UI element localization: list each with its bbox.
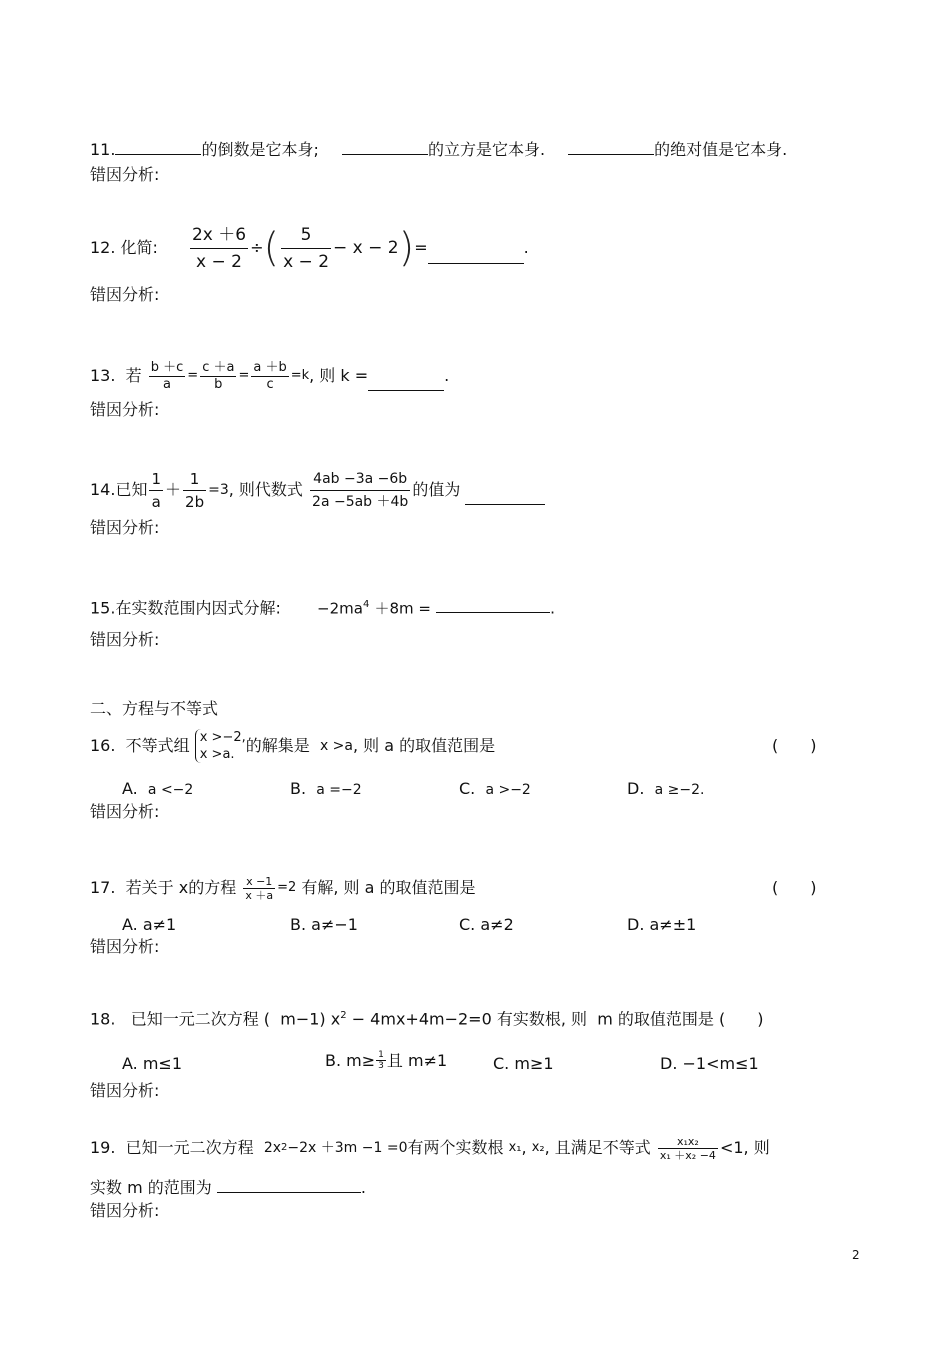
left-paren: ( — [263, 225, 280, 271]
option-b[interactable]: B. m≥ $\frac{1}{3}$ 且 m≠1 — [325, 1050, 448, 1071]
question-text: 有两个实数根 — [407, 1138, 504, 1157]
answer-blank[interactable] — [568, 140, 654, 155]
question-text: 化简: — [120, 238, 158, 257]
error-analysis-label: 错因分析: — [90, 165, 160, 184]
right-paren: ) — [398, 225, 415, 271]
fraction: $\frac{x -1}{x +a}$ — [245, 874, 274, 902]
punct: . — [523, 238, 529, 257]
question-text: 的方程 — [188, 878, 237, 897]
question-text: 的绝对值是它本身. — [654, 140, 788, 159]
question-number: 18. — [90, 1009, 116, 1029]
question-19 — [90, 1128, 770, 1168]
fraction: $\frac{4ab -3a -6b}{2a -5ab +4b}$ — [310, 468, 410, 513]
fraction: $\frac{1}{a}$ — [151, 469, 162, 511]
question-text: , 则代数式 — [228, 480, 303, 499]
question-19-line2 — [90, 1178, 366, 1198]
option-d[interactable]: D. a ≥−2. — [627, 779, 705, 798]
option-a[interactable]: A. m≤1 — [122, 1054, 183, 1073]
error-analysis-label: 错因分析: — [90, 802, 160, 821]
question-text: 若 — [125, 366, 142, 385]
question-text: 的解集是 — [245, 736, 310, 755]
root-x2: x₂ — [531, 1140, 545, 1155]
option-d[interactable]: D. −1<m≤1 — [660, 1054, 759, 1073]
expression: ＋8m = — [374, 599, 431, 618]
root-x1: x₁ — [508, 1140, 522, 1155]
fraction: $\frac{b +c}{a}$ — [150, 359, 184, 392]
question-number: 13. — [90, 366, 116, 385]
expression: m−1) — [280, 1009, 326, 1029]
option-a[interactable]: A. a≠1 — [122, 915, 177, 934]
variable: m — [597, 1009, 613, 1029]
question-number: 14. — [90, 480, 116, 499]
answer-blank[interactable] — [436, 598, 550, 613]
question-text: 有解, 则 a 的取值范围是 — [301, 878, 476, 897]
punct: . — [360, 1178, 366, 1197]
variable: x — [330, 1009, 341, 1029]
expression: −2ma — [317, 599, 363, 618]
answer-blank[interactable] — [368, 376, 444, 391]
question-13: 13. 若 $\frac{b +c}{a}$ = $\frac{c +a}{b}$ = $\frac{a +b}{c}$ =k , 则 k = . — [90, 359, 450, 392]
expression: 2x — [263, 1140, 282, 1156]
question-15 — [90, 595, 555, 618]
answer-blank[interactable] — [428, 249, 524, 264]
question-17 — [90, 868, 475, 908]
question-11 — [90, 140, 787, 160]
expression: − x − 2 — [333, 238, 399, 258]
question-text: 已知一元二次方程 ( — [130, 1009, 271, 1029]
expression: =2 — [277, 880, 297, 895]
operator: ÷ — [250, 238, 264, 257]
option-c[interactable]: C. a≠2 — [459, 915, 514, 934]
fraction: $\frac{c +a}{b}$ — [202, 359, 235, 392]
punct: , — [521, 1138, 527, 1157]
question-text: 的取值范围是 ( ) — [617, 1009, 764, 1029]
answer-blank[interactable] — [217, 1178, 361, 1193]
expression: =k — [290, 368, 310, 383]
error-analysis-label: 错因分析: — [90, 937, 160, 956]
question-text: , 且满足不等式 — [544, 1138, 651, 1157]
page-number: 2 — [852, 1248, 860, 1262]
question-number: 16. — [90, 736, 116, 755]
question-text: , 则 k = — [309, 366, 369, 385]
question-number: 19. — [90, 1138, 116, 1157]
fraction: $\frac{1}{3}$ — [378, 1050, 384, 1071]
answer-blank[interactable] — [115, 140, 201, 155]
answer-paren[interactable]: ( ) — [772, 878, 817, 897]
option-d[interactable]: D. a≠±1 — [627, 915, 697, 934]
question-text: 在实数范围内因式分解: — [115, 598, 281, 618]
punct: . — [550, 598, 556, 618]
answer-blank[interactable] — [465, 490, 545, 505]
punct: . — [444, 366, 450, 385]
fraction: $\frac{1}{2b}$ — [185, 469, 205, 511]
question-number: 12. — [90, 238, 116, 257]
error-analysis-label: 错因分析: — [90, 285, 160, 304]
question-number: 11. — [90, 140, 116, 159]
error-analysis-label: 错因分析: — [90, 630, 160, 649]
question-16 — [90, 724, 495, 768]
operator: = — [414, 238, 428, 257]
inequality-system: x >−2, x >a. — [195, 729, 246, 763]
question-text: − 4mx+4m−2=0 有实数根, 则 — [351, 1009, 588, 1029]
question-text: 已知 — [115, 480, 148, 499]
question-text: 的倒数是它本身; — [201, 140, 319, 159]
expression: −2x ＋3m −1 =0 — [287, 1140, 408, 1156]
expression: x >a — [319, 738, 353, 754]
section-heading: 二、方程与不等式 — [90, 699, 219, 718]
question-text: 不等式组 — [125, 736, 190, 755]
option-b[interactable]: B. a≠−1 — [290, 915, 358, 934]
question-14: 14. 已知 $\frac{1}{a}$ ＋ $\frac{1}{2b}$ =3 , 则代数式 $\frac{4ab -3a -6b}{2a -5ab +4b}$ 的值为 — [90, 466, 545, 514]
question-text: , 则 a 的取值范围是 — [352, 736, 496, 755]
option-c[interactable]: C. m≥1 — [493, 1054, 554, 1073]
question-text: 的立方是它本身. — [427, 140, 546, 159]
question-18 — [90, 1006, 763, 1029]
error-analysis-label: 错因分析: — [90, 1081, 160, 1100]
error-analysis-label: 错因分析: — [90, 1201, 160, 1220]
answer-paren[interactable]: ( ) — [772, 736, 817, 755]
error-analysis-label: 错因分析: — [90, 518, 160, 537]
expression: =3 — [208, 482, 229, 498]
option-b[interactable]: B. a =−2 — [290, 779, 362, 798]
fraction: $\frac{a +b}{c}$ — [253, 359, 287, 392]
exponent: 4 — [362, 599, 370, 610]
answer-blank[interactable] — [342, 140, 428, 155]
question-number: 15. — [90, 598, 116, 618]
option-c[interactable]: C. a >−2 — [459, 779, 531, 798]
question-text: 实数 m 的范围为 — [90, 1178, 212, 1197]
fraction: $\frac{2x +6}{x - 2}$ — [190, 222, 248, 275]
option-a[interactable]: A. a <−2 — [122, 779, 194, 798]
error-analysis-label: 错因分析: — [90, 400, 160, 419]
exponent: 2 — [281, 1142, 288, 1153]
question-text: 若关于 — [125, 878, 174, 897]
fraction: $\frac{5}{x - 2}$ — [281, 222, 331, 275]
question-text: 的值为 — [412, 480, 461, 499]
question-text: <1, 则 — [719, 1138, 770, 1157]
exponent: 2 — [340, 1010, 347, 1021]
variable: x — [178, 878, 189, 897]
question-number: 17. — [90, 878, 116, 897]
question-12 — [90, 220, 529, 276]
question-text: 已知一元二次方程 — [125, 1138, 254, 1157]
fraction: $\frac{\text{x₁x₂}}{\text{x₁ ＋x₂ −4}}$ — [659, 1134, 716, 1162]
